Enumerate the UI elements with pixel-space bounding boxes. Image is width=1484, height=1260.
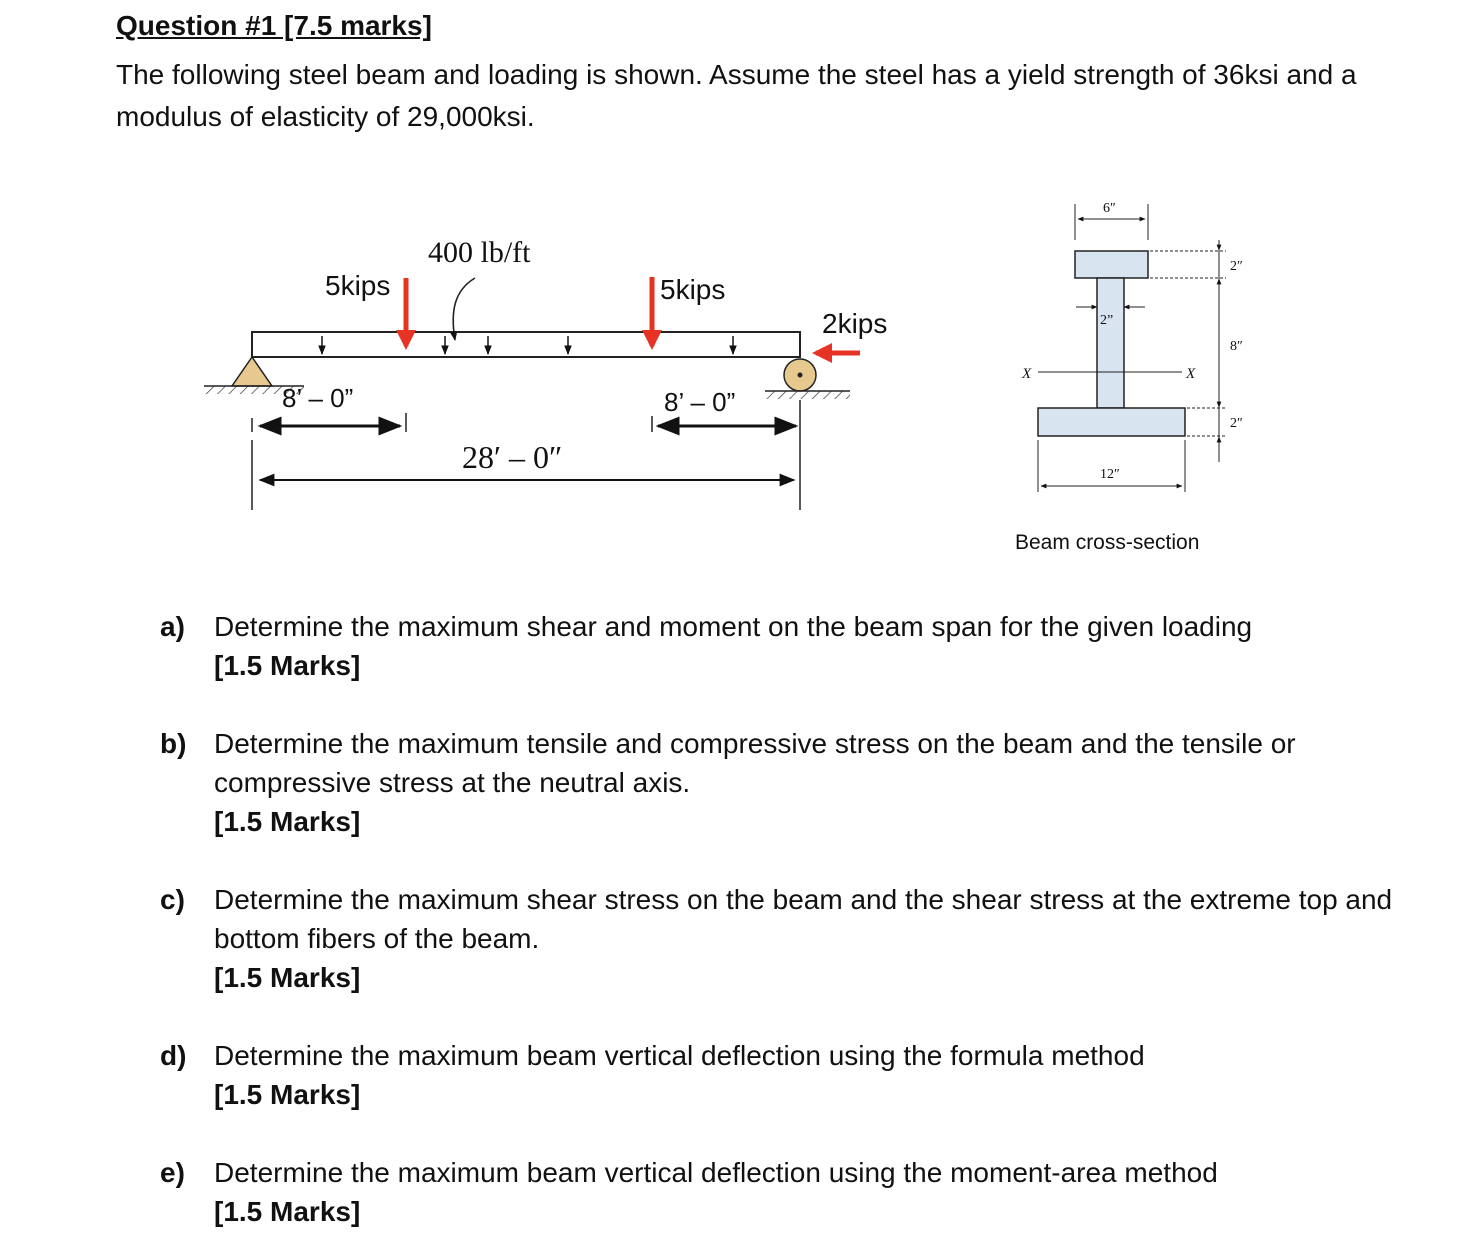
flange-bottom-thickness-label: 2″ xyxy=(1230,416,1243,431)
part-a-label: a) xyxy=(160,611,185,642)
cross-section xyxy=(1015,201,1243,554)
dim-span-label: 28′ – 0″ xyxy=(462,439,563,475)
part-a-text: Determine the maximum shear and moment on the beam span for the given loading xyxy=(214,611,1253,642)
beam xyxy=(252,332,800,357)
svg-text:X: X xyxy=(1186,366,1196,382)
part-e xyxy=(160,1153,1400,1231)
top-flange xyxy=(1075,251,1148,278)
part-b xyxy=(160,724,1400,841)
part-c-marks: [1.5 Marks] xyxy=(214,962,361,993)
top-width-label: 6″ xyxy=(1103,201,1116,216)
part-d xyxy=(160,1036,1400,1114)
cross-section-caption: Beam cross-section xyxy=(1015,531,1200,554)
bottom-flange xyxy=(1038,408,1185,436)
distributed-load-label: 400 lb/ft xyxy=(428,236,531,269)
pin-support xyxy=(232,357,272,386)
question-title: Question #1 [7.5 marks] xyxy=(116,10,432,41)
flange-top-thickness-label: 2″ xyxy=(1230,259,1243,274)
part-c-text: Determine the maximum shear stress on the beam and the shear stress at the extreme top and bottom fibers of the beam. xyxy=(214,884,1393,954)
axial-load-label: 2kips xyxy=(822,308,888,339)
point-load-1-label: 5kips xyxy=(325,270,391,301)
part-e-text: Determine the maximum beam vertical deflection using the moment-area method xyxy=(214,1157,1218,1188)
part-e-label: e) xyxy=(160,1157,185,1188)
part-e-marks: [1.5 Marks] xyxy=(214,1196,361,1227)
bottom-width-label: 12″ xyxy=(1100,467,1120,482)
part-c xyxy=(160,880,1400,997)
distributed-load-leader xyxy=(453,278,475,340)
part-d-text: Determine the maximum beam vertical deflection using the formula method xyxy=(214,1040,1145,1071)
web-height-label: 8″ xyxy=(1230,339,1243,354)
web-thickness-label: 2” xyxy=(1100,313,1114,328)
part-c-label: c) xyxy=(160,884,185,915)
web xyxy=(1097,278,1124,408)
part-a xyxy=(160,607,1400,685)
part-b-marks: [1.5 Marks] xyxy=(214,806,361,837)
beam-figure xyxy=(0,0,1484,600)
part-a-marks: [1.5 Marks] xyxy=(214,650,361,681)
point-load-2-label: 5kips xyxy=(660,274,726,305)
dim-left-label: 8’ – 0” xyxy=(282,383,354,413)
question-intro: The following steel beam and loading is shown. Assume the steel has a yield strength of 36ksi and a modulus of elasticity of 29,000ksi. xyxy=(116,59,1357,132)
dim-right-label: 8’ – 0” xyxy=(664,387,736,417)
part-b-label: b) xyxy=(160,728,187,759)
svg-text:X: X xyxy=(1022,366,1032,382)
ground-right xyxy=(765,391,850,399)
part-b-text: Determine the maximum tensile and compressive stress on the beam and the tensile or compressive stress at the neutral axis. xyxy=(214,728,1296,798)
part-d-label: d) xyxy=(160,1040,187,1071)
part-d-marks: [1.5 Marks] xyxy=(214,1079,361,1110)
